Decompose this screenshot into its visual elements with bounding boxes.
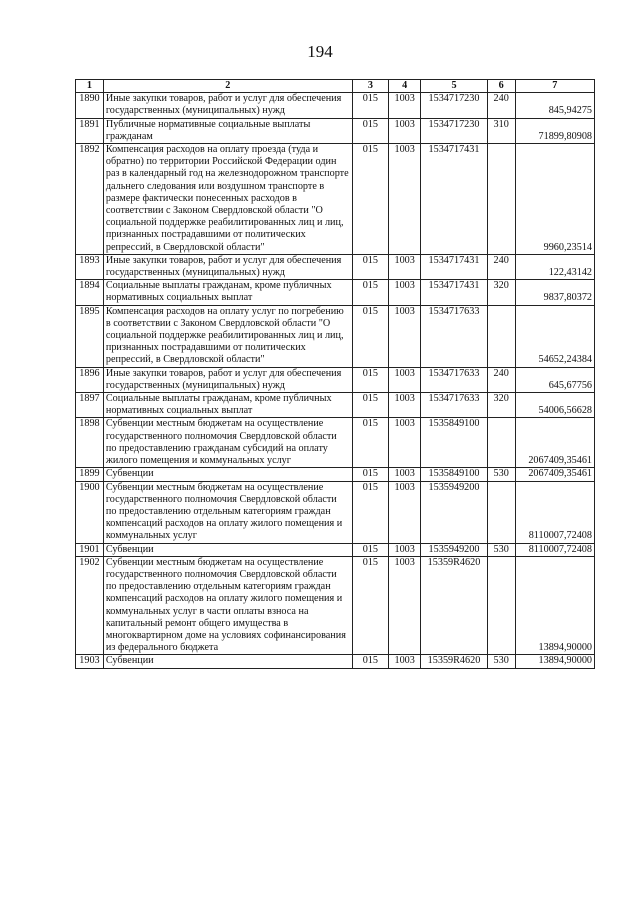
row-description: Компенсация расходов на оплату услуг по погребению в соответствии с Законом Свердловской области "О социальной поддержке реабилитированных лиц и лиц, признанных пострадавшими от политических репрессий, в Свердловской области": [103, 305, 352, 367]
row-number: 1899: [76, 468, 104, 481]
row-target-code: 1534717230: [421, 93, 487, 118]
row-target-code: 1535949200: [421, 481, 487, 543]
row-number: 1903: [76, 655, 104, 668]
column-header: 7: [515, 80, 594, 93]
row-expense-type-code: [487, 305, 515, 367]
row-chapter-code: 015: [352, 468, 388, 481]
row-section-code: 1003: [389, 367, 421, 392]
row-section-code: 1003: [389, 481, 421, 543]
budget-table: [75, 79, 595, 669]
row-description: Иные закупки товаров, работ и услуг для обеспечения государственных (муниципальных) нужд: [103, 93, 352, 118]
row-chapter-code: 015: [352, 367, 388, 392]
row-section-code: 1003: [389, 468, 421, 481]
row-expense-type-code: [487, 556, 515, 655]
table-row: [76, 367, 595, 392]
row-chapter-code: 015: [352, 543, 388, 556]
row-expense-type-code: 240: [487, 93, 515, 118]
table-row: [76, 144, 595, 255]
row-amount: 9837,80372: [515, 280, 594, 305]
row-target-code: 1535849100: [421, 468, 487, 481]
row-description: Субвенции местным бюджетам на осуществление государственного полномочия Свердловской области по предоставлению отдельным категориям граждан компенсаций расходов на оплату жилого помещения и коммунальных услуг: [103, 481, 352, 543]
row-target-code: 1534717431: [421, 254, 487, 279]
row-amount: 71899,80908: [515, 118, 594, 143]
row-target-code: 1535849100: [421, 418, 487, 468]
table-body: [76, 93, 595, 668]
row-amount: 2067409,35461: [515, 468, 594, 481]
row-description: Субвенции: [103, 655, 352, 668]
page-number: 194: [307, 42, 333, 61]
row-number: 1895: [76, 305, 104, 367]
row-chapter-code: 015: [352, 93, 388, 118]
column-header: 3: [352, 80, 388, 93]
row-expense-type-code: 240: [487, 254, 515, 279]
column-header: 6: [487, 80, 515, 93]
row-number: 1896: [76, 367, 104, 392]
row-number: 1902: [76, 556, 104, 655]
row-expense-type-code: 320: [487, 393, 515, 418]
row-number: 1893: [76, 254, 104, 279]
row-target-code: 1535949200: [421, 543, 487, 556]
row-chapter-code: 015: [352, 556, 388, 655]
row-chapter-code: 015: [352, 280, 388, 305]
row-description: Иные закупки товаров, работ и услуг для обеспечения государственных (муниципальных) нужд: [103, 254, 352, 279]
row-chapter-code: 015: [352, 144, 388, 255]
row-amount: 122,43142: [515, 254, 594, 279]
table-row: [76, 556, 595, 655]
row-section-code: 1003: [389, 556, 421, 655]
row-section-code: 1003: [389, 655, 421, 668]
row-expense-type-code: 320: [487, 280, 515, 305]
row-amount: 13894,90000: [515, 556, 594, 655]
row-number: 1897: [76, 393, 104, 418]
table-row: [76, 118, 595, 143]
row-target-code: 1534717633: [421, 305, 487, 367]
row-description: Субвенции местным бюджетам на осуществление государственного полномочия Свердловской области по предоставлению гражданам субсидий на оплату жилого помещения и коммунальных услуг: [103, 418, 352, 468]
row-section-code: 1003: [389, 393, 421, 418]
table-row: [76, 305, 595, 367]
row-expense-type-code: 240: [487, 367, 515, 392]
row-expense-type-code: 530: [487, 655, 515, 668]
row-chapter-code: 015: [352, 254, 388, 279]
row-description: Публичные нормативные социальные выплаты гражданам: [103, 118, 352, 143]
row-section-code: 1003: [389, 543, 421, 556]
row-chapter-code: 015: [352, 118, 388, 143]
table-row: [76, 418, 595, 468]
row-expense-type-code: [487, 481, 515, 543]
row-number: 1901: [76, 543, 104, 556]
row-target-code: 1534717633: [421, 367, 487, 392]
row-description: Субвенции местным бюджетам на осуществление государственного полномочия Свердловской области по предоставлению отдельным категориям граждан компенсаций расходов на оплату жилого помещения и коммунальных услуг в части оплаты взноса на капитальный ремонт общего имущества в многоквартирном доме на условиях софинансирования из федерального бюджета: [103, 556, 352, 655]
row-amount: 13894,90000: [515, 655, 594, 668]
row-expense-type-code: [487, 418, 515, 468]
row-amount: 2067409,35461: [515, 418, 594, 468]
row-number: 1900: [76, 481, 104, 543]
row-description: Субвенции: [103, 543, 352, 556]
row-target-code: 15359R4620: [421, 556, 487, 655]
table-row: [76, 481, 595, 543]
row-section-code: 1003: [389, 144, 421, 255]
row-amount: 645,67756: [515, 367, 594, 392]
row-number: 1898: [76, 418, 104, 468]
row-section-code: 1003: [389, 93, 421, 118]
table-row: [76, 280, 595, 305]
row-chapter-code: 015: [352, 418, 388, 468]
table-header-row: [76, 80, 595, 93]
row-chapter-code: 015: [352, 305, 388, 367]
column-header: 5: [421, 80, 487, 93]
row-chapter-code: 015: [352, 393, 388, 418]
row-expense-type-code: 530: [487, 468, 515, 481]
row-description: Компенсация расходов на оплату проезда (туда и обратно) по территории Российской Федерации один раз в календарный год на железнодорожном транспорте дальнего следования или воздушном транспорте в размере фактически понесенных расходов в соответствии с Законом Свердловской области "О социальной поддержке реабилитированных лиц и лиц, признанных пострадавшими от политических репрессий, в Свердловской области": [103, 144, 352, 255]
row-target-code: 1534717633: [421, 393, 487, 418]
table-row: [76, 254, 595, 279]
row-expense-type-code: 310: [487, 118, 515, 143]
row-description: Социальные выплаты гражданам, кроме публичных нормативных социальных выплат: [103, 393, 352, 418]
row-description: Иные закупки товаров, работ и услуг для обеспечения государственных (муниципальных) нужд: [103, 367, 352, 392]
row-amount: 845,94275: [515, 93, 594, 118]
column-header: 4: [389, 80, 421, 93]
row-expense-type-code: [487, 144, 515, 255]
column-header: 1: [76, 80, 104, 93]
row-expense-type-code: 530: [487, 543, 515, 556]
row-section-code: 1003: [389, 305, 421, 367]
table-row: [76, 393, 595, 418]
column-header: 2: [103, 80, 352, 93]
row-amount: 54652,24384: [515, 305, 594, 367]
row-section-code: 1003: [389, 254, 421, 279]
row-section-code: 1003: [389, 280, 421, 305]
table-row: [76, 543, 595, 556]
row-number: 1891: [76, 118, 104, 143]
row-target-code: 1534717431: [421, 280, 487, 305]
row-description: Социальные выплаты гражданам, кроме публичных нормативных социальных выплат: [103, 280, 352, 305]
row-number: 1890: [76, 93, 104, 118]
table-row: [76, 93, 595, 118]
row-section-code: 1003: [389, 418, 421, 468]
row-chapter-code: 015: [352, 481, 388, 543]
row-target-code: 1534717230: [421, 118, 487, 143]
row-amount: 54006,56628: [515, 393, 594, 418]
row-number: 1894: [76, 280, 104, 305]
row-number: 1892: [76, 144, 104, 255]
row-target-code: 1534717431: [421, 144, 487, 255]
row-section-code: 1003: [389, 118, 421, 143]
row-description: Субвенции: [103, 468, 352, 481]
row-amount: 8110007,72408: [515, 481, 594, 543]
row-target-code: 15359R4620: [421, 655, 487, 668]
table-row: [76, 468, 595, 481]
row-amount: 9960,23514: [515, 144, 594, 255]
table-row: [76, 655, 595, 668]
row-amount: 8110007,72408: [515, 543, 594, 556]
row-chapter-code: 015: [352, 655, 388, 668]
